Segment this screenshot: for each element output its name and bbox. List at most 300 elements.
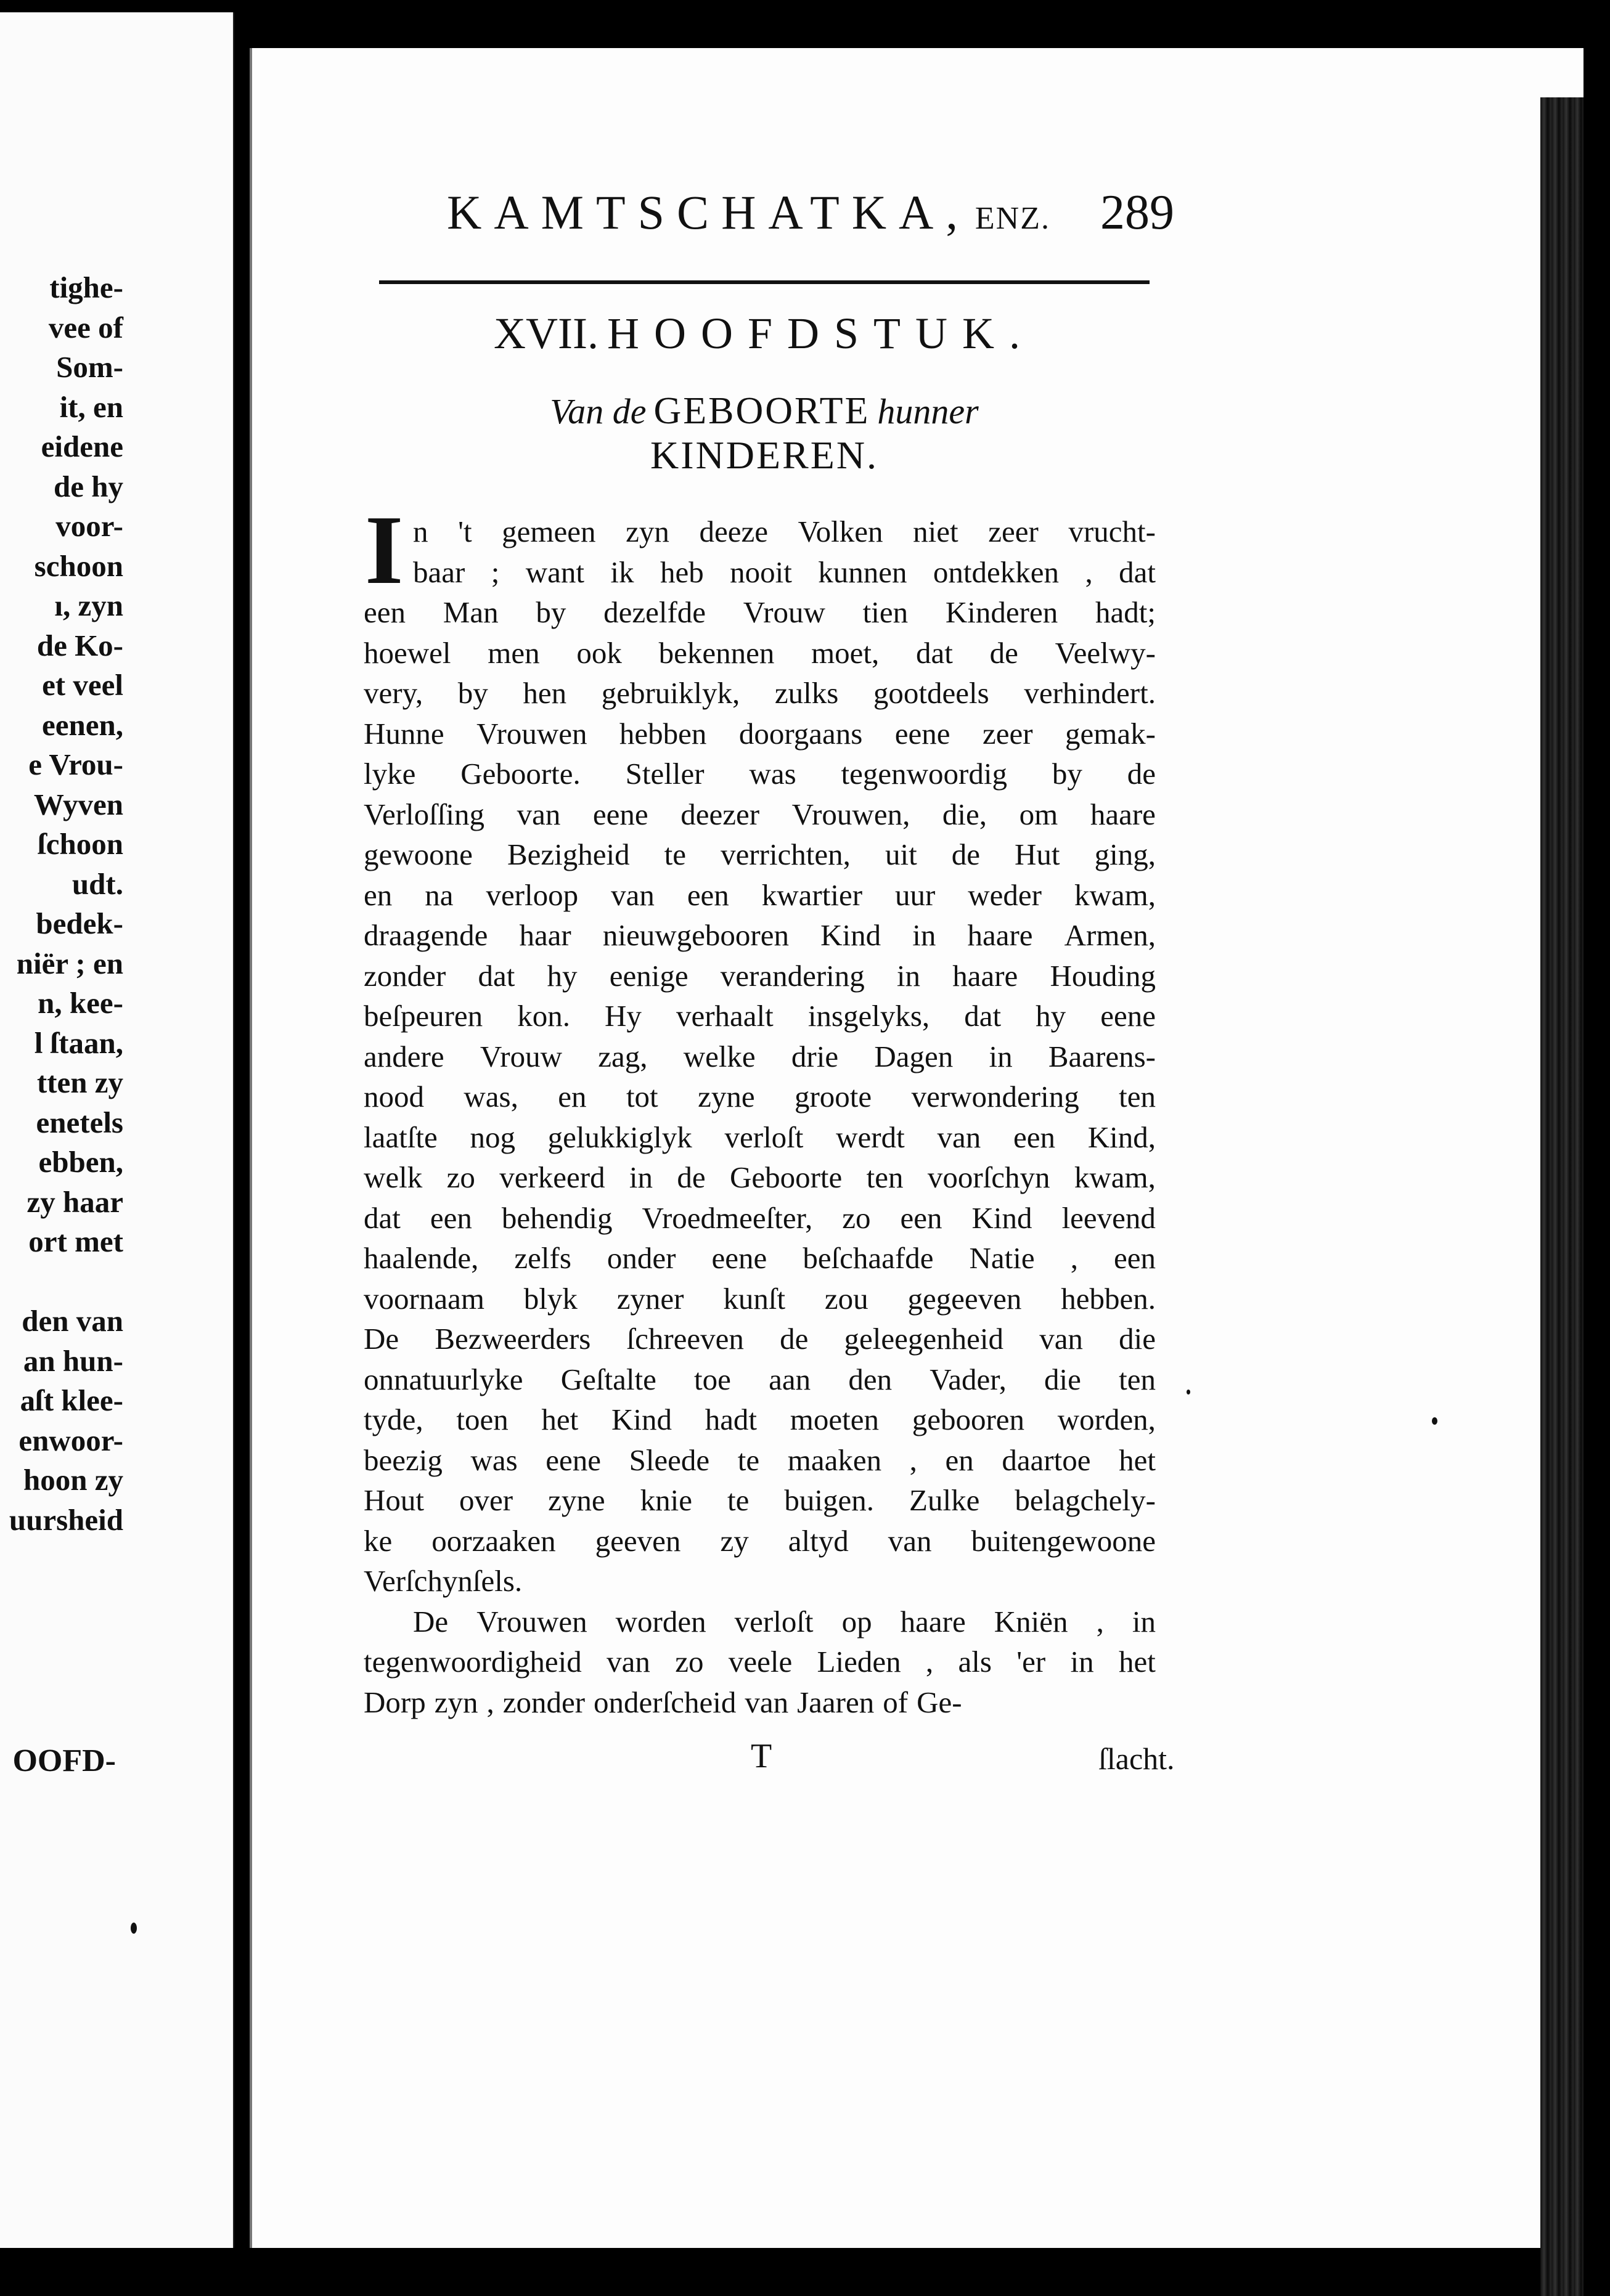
body-word: kwartier (761, 877, 863, 912)
previous-page-line: Wyven (33, 787, 123, 821)
previous-page-line: tten zy (36, 1065, 123, 1099)
body-word: baar (413, 555, 465, 589)
body-word: by (536, 595, 566, 629)
body-word: tyde, (364, 1402, 423, 1436)
body-line (364, 1561, 1156, 1602)
body-word: was (749, 757, 796, 791)
body-word: Verſchynſels. (364, 1564, 523, 1598)
body-word: Dorp (364, 1685, 426, 1719)
body-word: buigen. (784, 1483, 875, 1517)
body-word: was (470, 1443, 518, 1477)
page-edge (1540, 97, 1583, 2296)
previous-page-line: ebben, (38, 1145, 123, 1179)
body-word: Sleede (629, 1443, 710, 1477)
body-word: verhindert. (1024, 676, 1156, 710)
body-word: by (457, 676, 488, 710)
body-word: gebooren (912, 1402, 1025, 1436)
body-word: Man (443, 595, 499, 629)
chapter-number: XVII. (494, 309, 599, 358)
body-word: very, (364, 676, 423, 710)
body-word: beſpeuren (364, 999, 483, 1033)
body-word: kunnen (818, 555, 907, 589)
body-text (364, 511, 1156, 1722)
body-word: zulks (774, 676, 839, 710)
body-word: zag, (598, 1039, 648, 1073)
previous-page-line: an hun- (23, 1343, 123, 1378)
subtitle-post: hunner (877, 391, 979, 431)
ink-speck (131, 1923, 137, 1934)
body-word: onder (607, 1241, 676, 1275)
body-line (364, 1238, 1156, 1279)
catchword: ſlacht. (1098, 1741, 1175, 1776)
body-word: eenige (609, 958, 689, 993)
body-word: tegenwoordig (841, 757, 1007, 791)
body-word: op (841, 1604, 872, 1639)
body-word: 't (458, 515, 472, 548)
body-word: eene (711, 1241, 767, 1275)
body-word: was, (464, 1080, 518, 1113)
body-word: zy (720, 1523, 749, 1558)
body-word: , (1070, 1241, 1078, 1275)
body-word: gelukkiglyk (547, 1120, 692, 1154)
body-word: gootdeels (873, 676, 989, 710)
body-word: hadt (705, 1402, 758, 1436)
body-word: hen (523, 676, 567, 710)
body-line (364, 1682, 1156, 1723)
body-line (364, 552, 1156, 593)
body-word: het (1119, 1443, 1156, 1477)
body-word: 'er (1016, 1645, 1046, 1679)
body-word: dat (1119, 555, 1156, 589)
body-word: gegeeven (907, 1281, 1022, 1316)
body-word: Kinderen (945, 595, 1058, 629)
body-word: verrichten, (721, 837, 851, 871)
body-word: De (364, 1322, 399, 1356)
running-head-title: KAMTSCHATKA, (447, 185, 970, 239)
body-word: als (958, 1645, 992, 1679)
body-word: niet (913, 515, 958, 548)
body-word: na (425, 877, 454, 912)
body-word: Lieden (817, 1645, 901, 1679)
body-word: de (951, 837, 980, 871)
body-word: beezig (364, 1443, 443, 1477)
previous-page-line: udt. (72, 866, 123, 901)
body-word: die, (942, 797, 987, 831)
previous-page-text (0, 268, 123, 1540)
body-word: haare (952, 958, 1018, 993)
body-line (364, 714, 1156, 754)
body-line (364, 834, 1156, 875)
body-word: Kniën (994, 1604, 1068, 1639)
body-word: Verloſſing (364, 797, 484, 831)
body-word: De (413, 1604, 449, 1639)
previous-page-line: et veel (42, 668, 123, 702)
body-word: belagchely- (1015, 1483, 1156, 1517)
body-word: ontdekken (933, 555, 1060, 589)
body-word: ; (491, 555, 500, 589)
body-word: een (900, 1200, 942, 1235)
body-word: Vrouw (480, 1039, 562, 1073)
body-word: by (1052, 757, 1082, 791)
body-word: in (989, 1039, 1013, 1073)
previous-page-line: eenen, (42, 707, 123, 742)
previous-page-line: schoon (34, 548, 123, 583)
running-head-suffix: ENZ. (975, 201, 1050, 236)
body-word: Kind, (1087, 1120, 1156, 1154)
chapter-subtitle-line2: KINDEREN. (650, 433, 879, 477)
body-word: want (525, 555, 585, 589)
body-word: groote (794, 1080, 872, 1113)
body-word: in (896, 958, 921, 993)
previous-page-line: Som- (56, 350, 123, 384)
body-word: zyne (698, 1080, 755, 1113)
body-word: zo (446, 1160, 475, 1194)
body-word: hy (1036, 999, 1066, 1033)
ink-speck (1187, 1390, 1190, 1394)
body-word: van (611, 877, 655, 912)
subtitle-pre: Van de (550, 391, 647, 431)
body-word: in (912, 918, 936, 952)
body-word: gewoone (364, 837, 473, 871)
body-word: verandering (720, 958, 865, 993)
body-word: tot (626, 1080, 658, 1113)
body-line (364, 1319, 1156, 1359)
previous-page-line: vee of (48, 310, 123, 344)
body-word: te (737, 1443, 760, 1477)
body-line (364, 794, 1156, 835)
body-word: hy (547, 958, 578, 993)
body-word: daartoe (1002, 1443, 1091, 1477)
body-word: dezelfde (603, 595, 706, 629)
body-word: onderſcheid (594, 1685, 737, 1719)
body-word: een (364, 595, 406, 629)
body-line (364, 1440, 1156, 1481)
chapter-title (382, 308, 1146, 359)
body-word: de (780, 1322, 809, 1356)
body-word: Geſtalte (560, 1362, 656, 1396)
body-word: worden (615, 1604, 706, 1639)
body-word: ten (1119, 1080, 1156, 1113)
body-word: Vrouwen, (791, 797, 910, 831)
previous-page-line (0, 1262, 123, 1302)
body-word: ik (610, 555, 634, 589)
body-word: zo (842, 1200, 871, 1235)
body-word: zonder (364, 958, 446, 993)
body-word: verloop (486, 877, 579, 912)
body-word: hebben (619, 716, 707, 751)
body-word: hoewel (364, 635, 451, 670)
body-word: ging, (1094, 837, 1156, 871)
body-word: zyn (626, 515, 669, 548)
body-word: Natie (969, 1241, 1035, 1275)
previous-page-line: enwoor- (18, 1423, 123, 1457)
body-line (364, 875, 1156, 916)
body-word: Hy (605, 999, 642, 1033)
body-word: van (745, 1685, 789, 1719)
body-word: Bezweerders (435, 1322, 591, 1356)
body-word: Veelwy- (1055, 635, 1156, 670)
body-line (364, 1480, 1156, 1521)
body-word: , (909, 1443, 917, 1477)
body-line (364, 1117, 1156, 1158)
body-line (364, 1279, 1156, 1319)
body-word: deezer (680, 797, 760, 831)
body-word: haalende, (364, 1241, 479, 1275)
body-word: drie (791, 1039, 839, 1073)
body-word: andere (364, 1039, 444, 1073)
body-word: heb (660, 555, 704, 589)
body-word: eene (592, 797, 648, 831)
body-word: Dagen (874, 1039, 954, 1073)
body-word: een (1013, 1120, 1055, 1154)
body-word: gemeen (502, 515, 596, 548)
chapter-subtitle (382, 389, 1146, 433)
body-word: beſchaafde (803, 1241, 934, 1275)
body-word: geleegenheid (844, 1322, 1004, 1356)
body-word: een (687, 877, 729, 912)
body-word: doorgaans (738, 716, 863, 751)
body-word: Baarens- (1048, 1039, 1156, 1073)
body-word: een (430, 1200, 472, 1235)
previous-page-line: ı, zyn (54, 588, 123, 622)
body-word: kwam, (1074, 1160, 1156, 1194)
body-word: blyk (523, 1281, 578, 1316)
body-word: toe (694, 1362, 731, 1396)
body-word: nooit (730, 555, 792, 589)
previous-page (0, 12, 237, 2248)
body-line (364, 633, 1156, 674)
body-word: Jaaren (797, 1685, 875, 1719)
signature-mark: T (751, 1737, 772, 1775)
body-word: weder (968, 877, 1042, 912)
body-word: nood (364, 1080, 424, 1113)
previous-page-line: den van (22, 1304, 123, 1338)
body-word: Vrouwen (476, 716, 587, 751)
previous-page-line: bedek- (36, 906, 123, 940)
body-word: de (989, 635, 1018, 670)
body-line (364, 754, 1156, 794)
body-word: ook (576, 635, 622, 670)
body-word: Geboorte. (460, 757, 581, 791)
body-word: laatſte (364, 1120, 438, 1154)
drop-cap: I (365, 495, 404, 605)
body-word: Vroedmeeſter, (642, 1200, 813, 1235)
body-word: Zulke (909, 1483, 980, 1517)
body-word: en (945, 1443, 974, 1477)
body-word: Vrouw (743, 595, 825, 629)
body-word: Geboorte (729, 1160, 843, 1194)
body-word: eene (1100, 999, 1156, 1033)
body-word: veele (728, 1645, 793, 1679)
body-word: dat (478, 958, 515, 993)
body-word: werdt (836, 1120, 905, 1154)
previous-page-line: de hy (53, 469, 123, 503)
body-word: den (848, 1362, 893, 1396)
previous-page-line: zy haar (27, 1184, 123, 1219)
body-word: altyd (788, 1523, 849, 1558)
body-word: verkeerd (499, 1160, 605, 1194)
previous-page-line: l ſtaan, (34, 1025, 123, 1060)
body-word: haare (967, 918, 1033, 952)
body-word: zelfs (514, 1241, 571, 1275)
body-word: Hut (1015, 837, 1060, 871)
body-word: zonder (502, 1685, 586, 1719)
body-line (364, 1521, 1156, 1561)
body-word: , (925, 1645, 934, 1679)
body-word: zyner (616, 1281, 684, 1316)
body-word: behendig (501, 1200, 613, 1235)
body-word: kunſt (723, 1281, 786, 1316)
body-word: dat (964, 999, 1002, 1033)
body-word: haar (519, 918, 571, 952)
body-word: Hout (364, 1483, 424, 1517)
body-word: Steller (625, 757, 705, 791)
body-word: van (517, 797, 561, 831)
body-word: in (1132, 1604, 1156, 1639)
previous-page-line: ſchoon (38, 827, 123, 861)
previous-page-line: enetels (36, 1105, 123, 1139)
body-word: verloſt (734, 1604, 814, 1639)
body-word: gemak- (1065, 716, 1156, 751)
header-rule (379, 280, 1150, 284)
body-line (364, 511, 1156, 552)
body-word: dat (916, 635, 953, 670)
body-word: ke (364, 1523, 393, 1558)
previous-page-line: eidene (41, 429, 123, 463)
body-word: de (677, 1160, 706, 1194)
body-word: bekennen (658, 635, 775, 670)
previous-page-line: voor- (55, 509, 123, 543)
body-word: welk (364, 1160, 423, 1194)
body-word: zeer (982, 716, 1033, 751)
chapter-word: HOOFDSTUK. (607, 309, 1035, 358)
body-word: kon. (517, 999, 570, 1033)
body-word: nieuwgebooren (602, 918, 789, 952)
body-word: in (629, 1160, 653, 1194)
body-word: tegenwoordigheid (364, 1645, 582, 1679)
body-word: en (558, 1080, 587, 1113)
body-word: verloſt (724, 1120, 804, 1154)
body-word: , (1096, 1604, 1104, 1639)
body-word: onnatuurlyke (364, 1362, 523, 1396)
body-word: zo (675, 1645, 704, 1679)
previous-page-last-line: OOFD- (12, 1743, 116, 1778)
body-word: hadt; (1095, 595, 1156, 629)
body-word: van (888, 1523, 932, 1558)
body-line (364, 1077, 1156, 1117)
body-word: uur (895, 877, 936, 912)
body-word: aan (769, 1362, 811, 1396)
body-word: ten (866, 1160, 904, 1194)
previous-page-line: hoon zy (23, 1463, 123, 1497)
body-word: van (1039, 1322, 1083, 1356)
body-word: tien (862, 595, 909, 629)
body-word: geeven (595, 1523, 681, 1558)
body-word: knie (640, 1483, 692, 1517)
body-word: Armen, (1064, 918, 1156, 952)
body-word: verhaalt (676, 999, 774, 1033)
previous-page-line: aſt klee- (20, 1383, 123, 1417)
body-word: vrucht- (1068, 515, 1156, 548)
book-gutter (234, 0, 251, 2248)
body-word: ſchreeven (626, 1322, 744, 1356)
body-word: of (883, 1685, 909, 1719)
body-word: toen (456, 1402, 509, 1436)
body-word: zeer (988, 515, 1039, 548)
body-line (364, 592, 1156, 633)
body-word: nog (470, 1120, 515, 1154)
body-word: voorſchyn (927, 1160, 1050, 1194)
body-word: gebruiklyk, (601, 676, 740, 710)
body-word: maaken (787, 1443, 882, 1477)
page-number: 289 (1100, 185, 1174, 240)
previous-page-line: n, kee- (38, 986, 123, 1020)
body-word: deeze (699, 515, 768, 548)
body-line (364, 1642, 1156, 1682)
body-line (364, 1036, 1156, 1077)
body-word: welke (683, 1039, 756, 1073)
body-word: lyke (364, 757, 416, 791)
body-word: haare (1090, 797, 1156, 831)
body-word: Vrouwen (476, 1604, 587, 1639)
body-line (364, 915, 1156, 956)
body-word: het (541, 1402, 579, 1436)
body-word: en (364, 877, 393, 912)
body-line (364, 1602, 1156, 1642)
body-word: Volken (798, 515, 883, 548)
body-word: een (1113, 1241, 1156, 1275)
previous-page-line: niër ; en (16, 946, 123, 980)
previous-page-line: tighe- (49, 271, 123, 304)
body-word: om (1019, 797, 1058, 831)
body-word: Kind (971, 1200, 1032, 1235)
body-word: hebben. (1061, 1281, 1156, 1316)
body-word: zou (824, 1281, 868, 1316)
body-word: kwam, (1074, 877, 1156, 912)
body-word: te (727, 1483, 750, 1517)
body-line (364, 673, 1156, 714)
body-word: oorzaaken (431, 1523, 556, 1558)
previous-page-line: uursheid (9, 1502, 123, 1537)
body-word: draagende (364, 918, 488, 952)
body-line (364, 996, 1156, 1036)
body-word: men (488, 635, 540, 670)
body-word: buitengewoone (971, 1523, 1156, 1558)
body-word: worden, (1057, 1402, 1156, 1436)
body-line (364, 1399, 1156, 1440)
body-word: die (1119, 1322, 1156, 1356)
body-word: uit (885, 837, 917, 871)
body-word: zyne (548, 1483, 605, 1517)
body-word: de (1127, 757, 1156, 791)
subtitle-caps: GEBOORTE (653, 390, 870, 432)
body-word: te (664, 837, 687, 871)
body-word: voornaam (364, 1281, 484, 1316)
body-word: Ge- (917, 1685, 962, 1719)
body-word: in (1070, 1645, 1094, 1679)
body-word: van (937, 1120, 981, 1154)
body-word: moet, (811, 635, 880, 670)
body-word: verwondering (911, 1080, 1079, 1113)
body-word: Houding (1050, 958, 1156, 993)
body-word: dat (364, 1200, 401, 1235)
previous-page-line: de Ko- (36, 628, 123, 662)
body-word: Bezigheid (507, 837, 630, 871)
ink-speck (1432, 1417, 1437, 1425)
body-word: Vader, (930, 1362, 1007, 1396)
body-word: n (413, 515, 428, 548)
body-word: , (486, 1685, 494, 1719)
